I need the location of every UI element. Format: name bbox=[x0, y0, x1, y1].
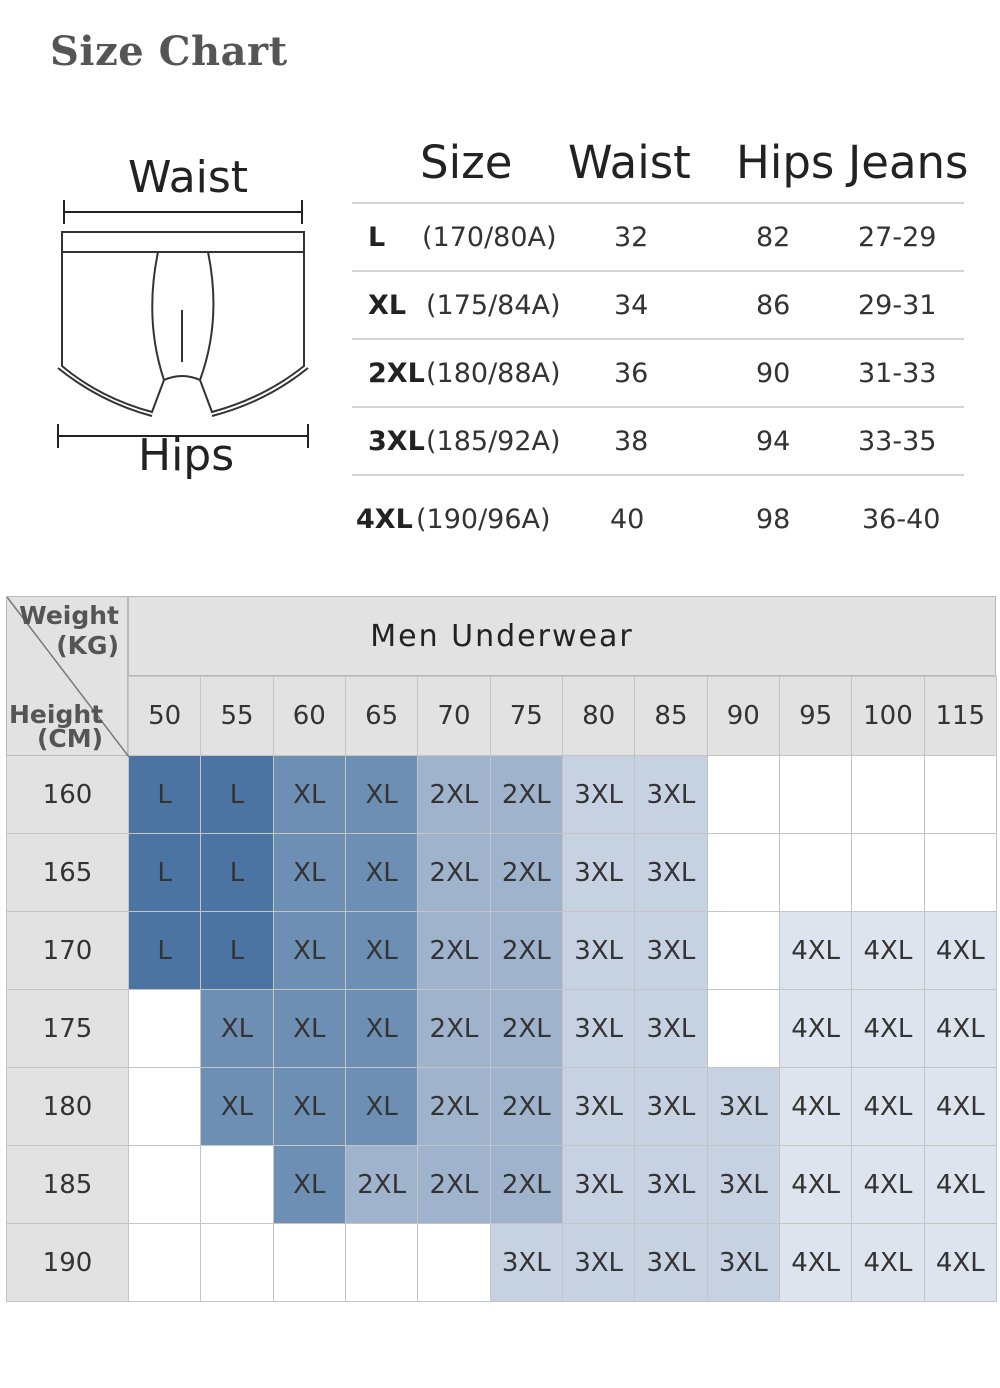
weight-header-cell: 115 bbox=[924, 677, 996, 756]
size-cell: 3XL bbox=[707, 1224, 779, 1302]
size-cell: 3XL bbox=[635, 1224, 707, 1302]
size-cell: 3XL bbox=[707, 1068, 779, 1146]
size-cell: 3XL bbox=[562, 912, 634, 990]
height-label: Height bbox=[9, 700, 104, 729]
underwear-diagram bbox=[40, 140, 330, 500]
weight-header-cell: 95 bbox=[779, 677, 851, 756]
grid-title: Men Underwear bbox=[128, 596, 996, 676]
grid-corner-cell bbox=[6, 596, 128, 756]
size-cell: XL bbox=[345, 1068, 417, 1146]
size-cell: 4XL bbox=[924, 912, 996, 990]
jeans-value: 27-29 bbox=[858, 222, 937, 253]
size-cell: 4XL bbox=[779, 912, 851, 990]
size-value: XL bbox=[368, 290, 407, 321]
size-cell bbox=[129, 990, 201, 1068]
hips-label: Hips bbox=[138, 430, 235, 481]
size-cell: 2XL bbox=[490, 912, 562, 990]
measurement-row bbox=[352, 474, 964, 556]
height-header-cell: 175 bbox=[7, 990, 129, 1068]
size-cell: 4XL bbox=[852, 1224, 924, 1302]
weight-header-cell: 75 bbox=[490, 677, 562, 756]
waist-value: 34 bbox=[614, 290, 649, 321]
height-header-cell: 190 bbox=[7, 1224, 129, 1302]
size-cell: 2XL bbox=[418, 1146, 490, 1224]
size-cell: 3XL bbox=[562, 834, 634, 912]
size-cell: 3XL bbox=[562, 990, 634, 1068]
height-header-cell: 180 bbox=[7, 1068, 129, 1146]
size-cell bbox=[707, 912, 779, 990]
jeans-value: 31-33 bbox=[858, 358, 937, 389]
size-cell bbox=[852, 834, 924, 912]
size-cell: 4XL bbox=[779, 1146, 851, 1224]
height-axis-label bbox=[9, 700, 104, 753]
size-cell: 3XL bbox=[635, 756, 707, 834]
size-cell: 3XL bbox=[562, 756, 634, 834]
measurement-header bbox=[352, 130, 969, 202]
hips-value: 98 bbox=[756, 504, 791, 535]
size-cell: 4XL bbox=[924, 1068, 996, 1146]
grid-row bbox=[7, 756, 997, 834]
size-cell: 4XL bbox=[779, 1224, 851, 1302]
size-cell: XL bbox=[273, 834, 345, 912]
size-code: (170/80A) bbox=[422, 222, 557, 253]
size-cell: 2XL bbox=[418, 1068, 490, 1146]
size-cell: L bbox=[201, 912, 273, 990]
size-cell: 3XL bbox=[562, 1146, 634, 1224]
size-cell: 4XL bbox=[924, 1224, 996, 1302]
size-cell: L bbox=[129, 912, 201, 990]
size-cell: XL bbox=[273, 1146, 345, 1224]
size-cell: L bbox=[129, 834, 201, 912]
size-cell: 3XL bbox=[635, 1068, 707, 1146]
weight-header-cell: 85 bbox=[635, 677, 707, 756]
size-code: (180/88A) bbox=[426, 358, 561, 389]
height-header-cell: 170 bbox=[7, 912, 129, 990]
size-cell bbox=[852, 756, 924, 834]
height-header-cell: 160 bbox=[7, 756, 129, 834]
measurement-row bbox=[352, 270, 964, 338]
weight-label: Weight bbox=[19, 601, 119, 630]
size-cell bbox=[129, 1068, 201, 1146]
size-cell bbox=[345, 1224, 417, 1302]
weight-header-cell: 80 bbox=[562, 677, 634, 756]
size-cell bbox=[418, 1224, 490, 1302]
size-cell bbox=[129, 1224, 201, 1302]
size-cell bbox=[779, 756, 851, 834]
hips-value: 82 bbox=[756, 222, 791, 253]
size-cell: 3XL bbox=[707, 1146, 779, 1224]
size-cell bbox=[779, 834, 851, 912]
size-cell: 4XL bbox=[852, 1146, 924, 1224]
size-cell: 2XL bbox=[490, 1146, 562, 1224]
waist-header: Waist bbox=[568, 136, 691, 189]
grid-row bbox=[7, 1068, 997, 1146]
size-grid bbox=[6, 596, 996, 1300]
hips-value: 90 bbox=[756, 358, 791, 389]
size-cell: 3XL bbox=[562, 1224, 634, 1302]
size-cell bbox=[201, 1224, 273, 1302]
jeans-value: 36-40 bbox=[862, 504, 941, 535]
weight-header-cell: 65 bbox=[345, 677, 417, 756]
height-unit-label: (CM) bbox=[37, 724, 104, 753]
size-cell: XL bbox=[273, 1068, 345, 1146]
weight-header-cell: 90 bbox=[707, 677, 779, 756]
height-header-cell: 185 bbox=[7, 1146, 129, 1224]
weight-header-cell: 60 bbox=[273, 677, 345, 756]
jeans-value: 33-35 bbox=[858, 426, 937, 457]
size-cell bbox=[707, 834, 779, 912]
size-cell: 2XL bbox=[490, 990, 562, 1068]
size-cell: 3XL bbox=[562, 1068, 634, 1146]
weight-unit-label: (KG) bbox=[56, 631, 119, 660]
measurement-row bbox=[352, 338, 964, 406]
size-code: (175/84A) bbox=[426, 290, 561, 321]
size-cell: XL bbox=[273, 756, 345, 834]
size-cell: 4XL bbox=[779, 990, 851, 1068]
measurement-table bbox=[352, 130, 969, 556]
grid-row bbox=[7, 1146, 997, 1224]
size-cell: 3XL bbox=[635, 834, 707, 912]
size-cell: XL bbox=[273, 990, 345, 1068]
size-cell bbox=[707, 990, 779, 1068]
size-cell: 4XL bbox=[852, 912, 924, 990]
size-cell: XL bbox=[345, 834, 417, 912]
weight-axis-label bbox=[19, 601, 119, 661]
size-header: Size bbox=[420, 136, 513, 189]
size-value: 4XL bbox=[356, 504, 413, 535]
size-value: 2XL bbox=[368, 358, 425, 389]
hips-value: 94 bbox=[756, 426, 791, 457]
size-cell: 4XL bbox=[852, 990, 924, 1068]
waist-value: 32 bbox=[614, 222, 649, 253]
size-cell bbox=[924, 756, 996, 834]
size-cell: L bbox=[129, 756, 201, 834]
size-cell: 2XL bbox=[418, 756, 490, 834]
size-code: (190/96A) bbox=[416, 504, 551, 535]
grid-row bbox=[7, 1224, 997, 1302]
size-cell: 4XL bbox=[924, 990, 996, 1068]
size-cell: 2XL bbox=[490, 834, 562, 912]
grid-row bbox=[7, 912, 997, 990]
size-cell: 3XL bbox=[635, 912, 707, 990]
jeans-header: Jeans bbox=[848, 136, 969, 189]
jeans-value: 29-31 bbox=[858, 290, 937, 321]
weight-header-cell: 50 bbox=[129, 677, 201, 756]
size-cell bbox=[129, 1146, 201, 1224]
size-cell: 2XL bbox=[418, 834, 490, 912]
measurement-row bbox=[352, 406, 964, 474]
size-value: 3XL bbox=[368, 426, 425, 457]
size-cell: 3XL bbox=[635, 1146, 707, 1224]
page-title: Size Chart bbox=[50, 28, 288, 75]
weight-header-cell: 100 bbox=[852, 677, 924, 756]
grid-row bbox=[7, 990, 997, 1068]
size-cell: 4XL bbox=[924, 1146, 996, 1224]
waist-label: Waist bbox=[128, 152, 249, 203]
waist-value: 36 bbox=[614, 358, 649, 389]
size-cell: L bbox=[201, 756, 273, 834]
hips-value: 86 bbox=[756, 290, 791, 321]
size-cell: 4XL bbox=[779, 1068, 851, 1146]
size-cell bbox=[273, 1224, 345, 1302]
size-cell: 4XL bbox=[852, 1068, 924, 1146]
measurement-row bbox=[352, 202, 964, 270]
size-grid-table bbox=[6, 676, 997, 1302]
size-cell: 2XL bbox=[490, 756, 562, 834]
size-cell: L bbox=[201, 834, 273, 912]
size-cell: XL bbox=[345, 756, 417, 834]
size-cell bbox=[707, 756, 779, 834]
size-cell bbox=[201, 1146, 273, 1224]
size-cell: 2XL bbox=[418, 990, 490, 1068]
size-cell bbox=[924, 834, 996, 912]
size-cell: XL bbox=[273, 912, 345, 990]
hips-header: Hips bbox=[736, 136, 835, 189]
size-cell: 2XL bbox=[490, 1068, 562, 1146]
weight-header-cell: 70 bbox=[418, 677, 490, 756]
waist-value: 40 bbox=[610, 504, 645, 535]
size-cell: 3XL bbox=[635, 990, 707, 1068]
size-cell: XL bbox=[201, 990, 273, 1068]
height-header-cell: 165 bbox=[7, 834, 129, 912]
size-cell: 3XL bbox=[490, 1224, 562, 1302]
waist-value: 38 bbox=[614, 426, 649, 457]
size-code: (185/92A) bbox=[426, 426, 561, 457]
size-value: L bbox=[368, 222, 386, 253]
size-cell: 2XL bbox=[418, 912, 490, 990]
size-cell: XL bbox=[201, 1068, 273, 1146]
size-cell: 2XL bbox=[345, 1146, 417, 1224]
grid-row bbox=[7, 834, 997, 912]
size-cell: XL bbox=[345, 912, 417, 990]
weight-header-cell: 55 bbox=[201, 677, 273, 756]
size-cell: XL bbox=[345, 990, 417, 1068]
